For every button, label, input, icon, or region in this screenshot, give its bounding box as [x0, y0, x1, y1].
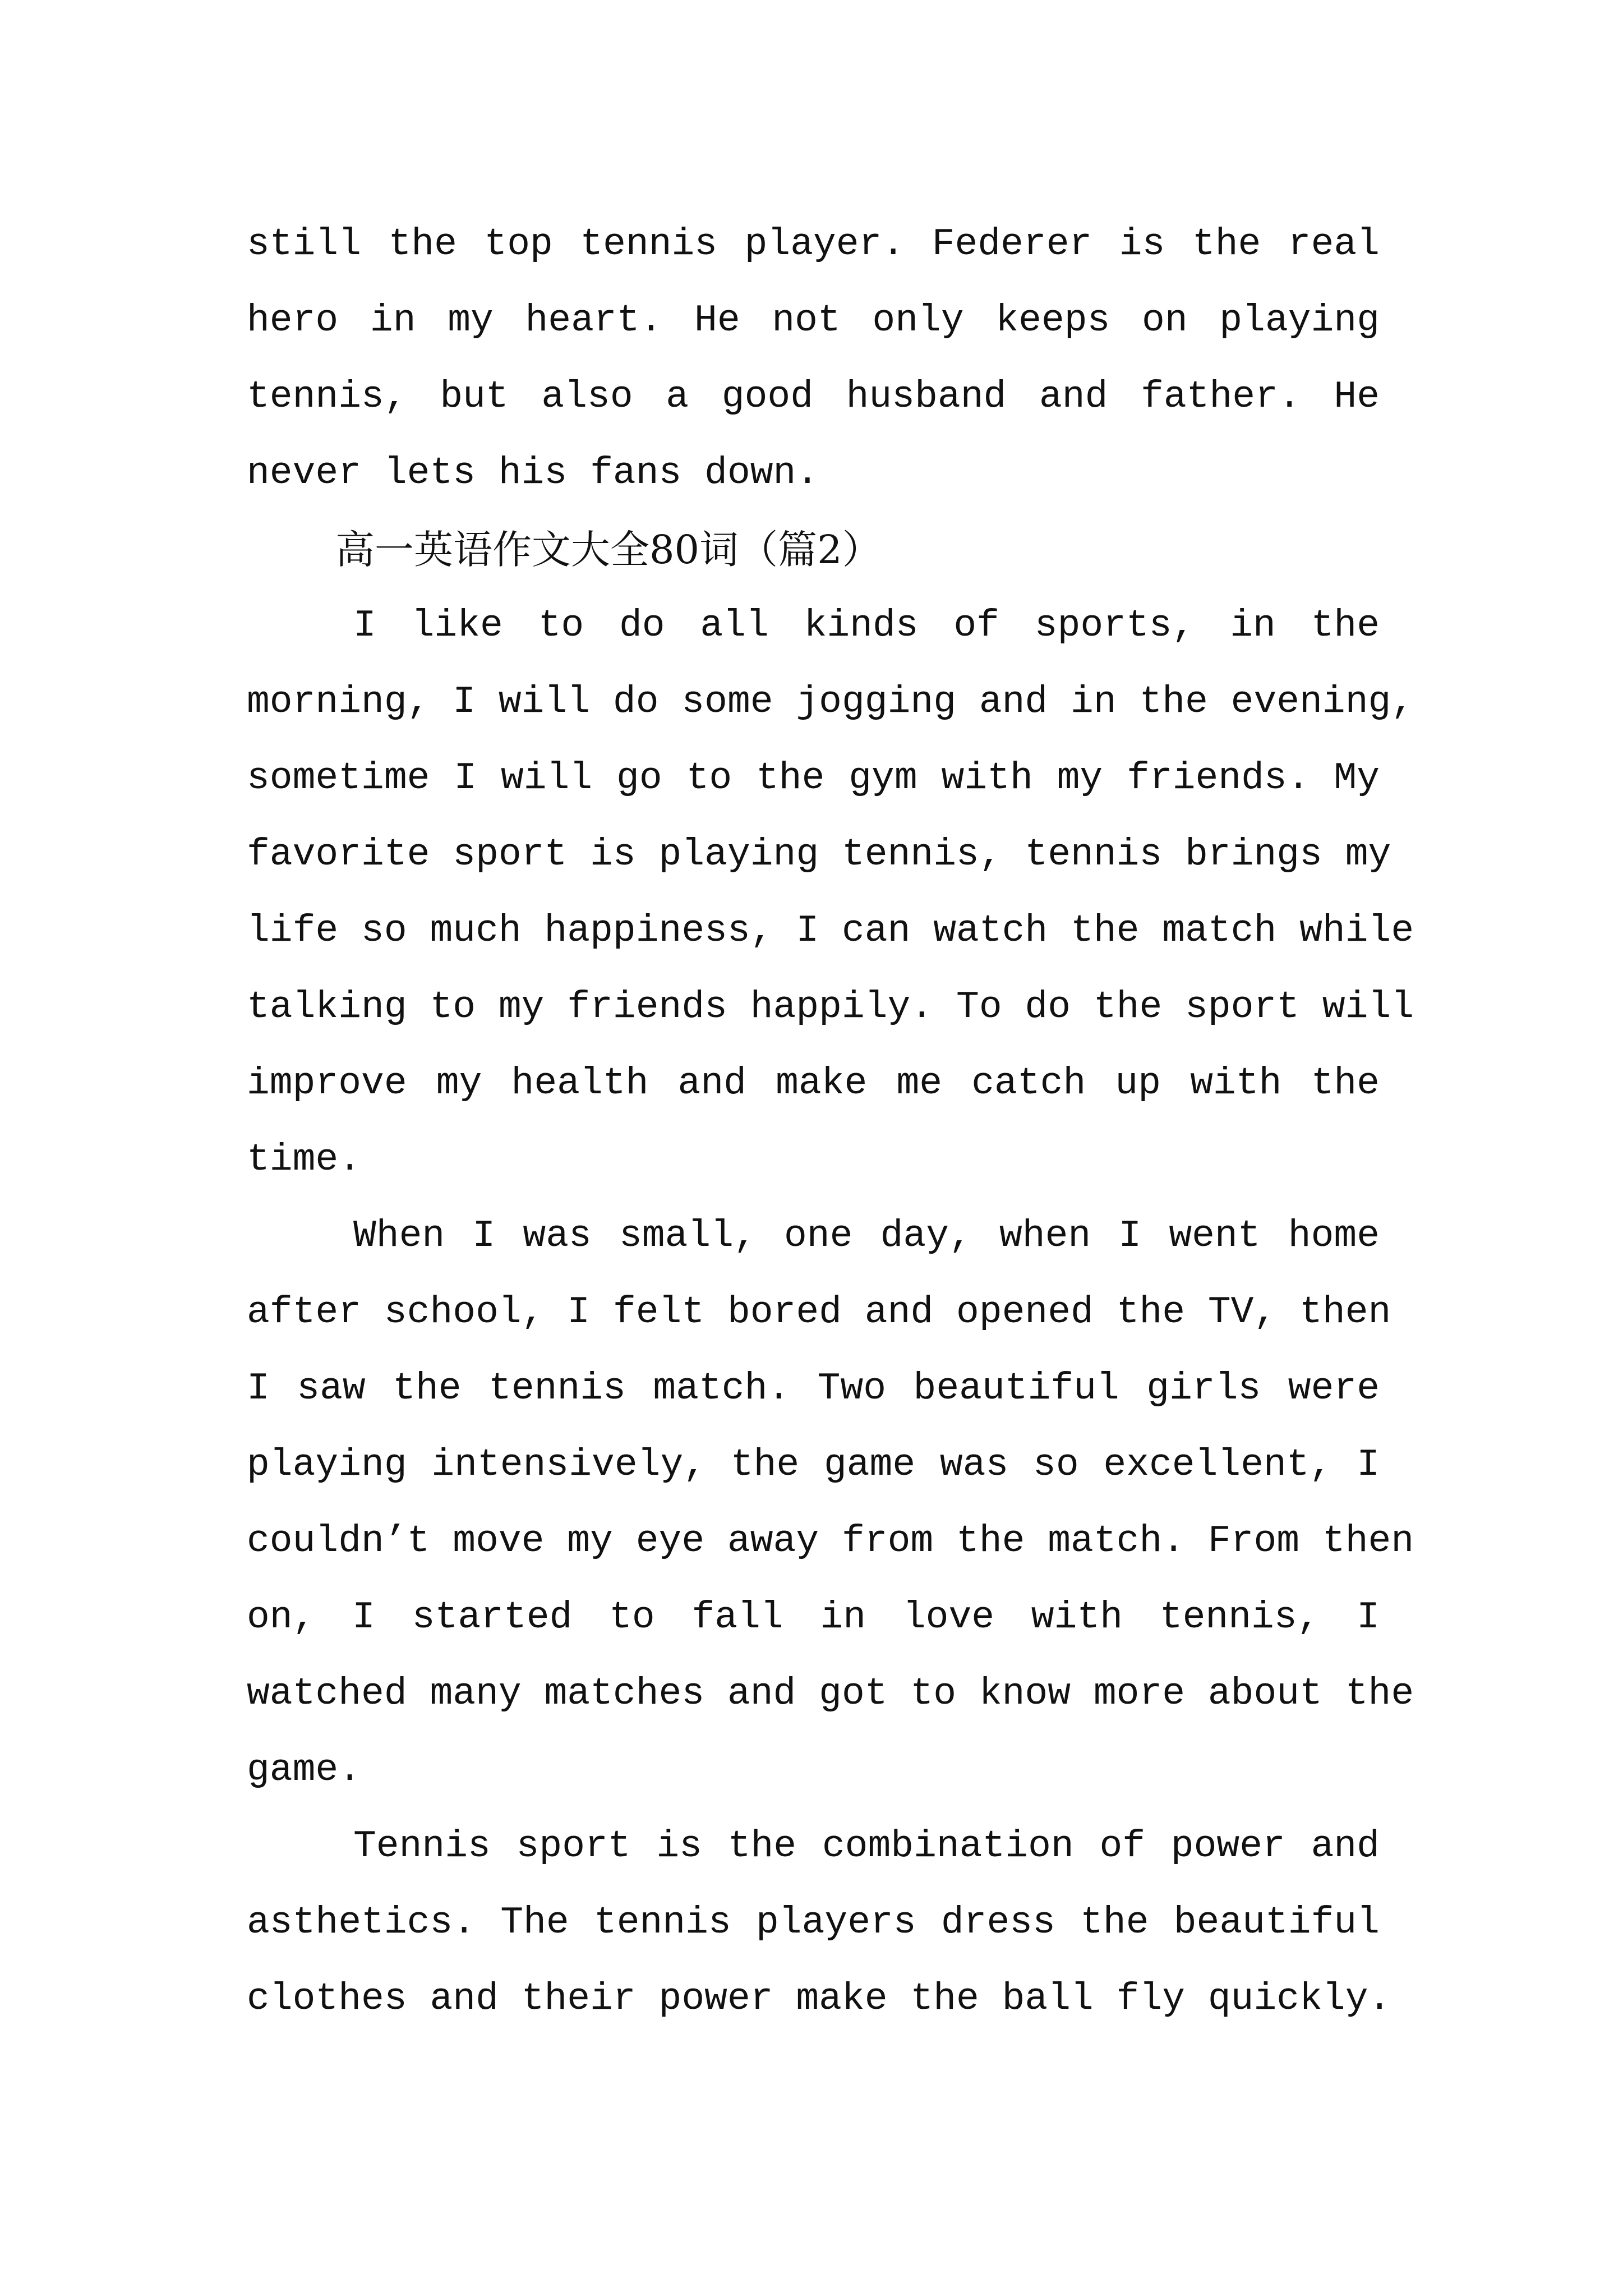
paragraph-1-line-3: tennis, but also a good husband and father. He	[247, 375, 1380, 418]
paragraph-2-line-4: favorite sport is playing tennis, tennis brings my	[247, 833, 1391, 876]
paragraph-1-line-1: still the top tennis player. Federer is the real	[247, 223, 1380, 266]
paragraph-4-line-2: asthetics. The tennis players dress the beautiful	[247, 1901, 1380, 1944]
paragraph-3-line-1: When I was small, one day, when I went home	[353, 1214, 1380, 1258]
paragraph-3-line-7: watched many matches and got to know more about the	[247, 1672, 1414, 1715]
paragraph-3-line-8: game.	[247, 1749, 362, 1792]
paragraph-4-line-1: Tennis sport is the combination of power and	[353, 1825, 1380, 1868]
paragraph-2-line-1: I like to do all kinds of sports, in the	[353, 604, 1380, 647]
paragraph-3-line-2: after school, I felt bored and opened the TV, then	[247, 1291, 1391, 1334]
paragraph-2-line-2: morning, I will do some jogging and in the evening,	[247, 680, 1414, 724]
paragraph-2-line-3: sometime I will go to the gym with my friends. My	[247, 757, 1380, 800]
paragraph-3-line-6: on, I started to fall in love with tennis, I	[247, 1596, 1380, 1639]
paragraph-2-line-8: time.	[247, 1138, 362, 1181]
paragraph-1-line-2: hero in my heart. He not only keeps on playing	[247, 299, 1380, 342]
paragraph-2-line-6: talking to my friends happily. To do the sport will	[247, 986, 1414, 1029]
paragraph-3-line-5: couldn’t move my eye away from the match. From then	[247, 1520, 1414, 1563]
paragraph-1-line-4: never lets his fans down.	[247, 452, 819, 495]
paragraph-3-line-4: playing intensively, the game was so excellent, I	[247, 1443, 1380, 1487]
paragraph-2-line-5: life so much happiness, I can watch the match while	[247, 909, 1414, 953]
paragraph-2-line-7: improve my health and make me catch up with the	[247, 1062, 1380, 1105]
paragraph-3-line-3: I saw the tennis match. Two beautiful girls were	[247, 1367, 1380, 1410]
paragraph-4-line-3: clothes and their power make the ball fly quickly.	[247, 1977, 1391, 2021]
section-heading: 高一英语作文大全80词（篇2）	[335, 527, 882, 573]
